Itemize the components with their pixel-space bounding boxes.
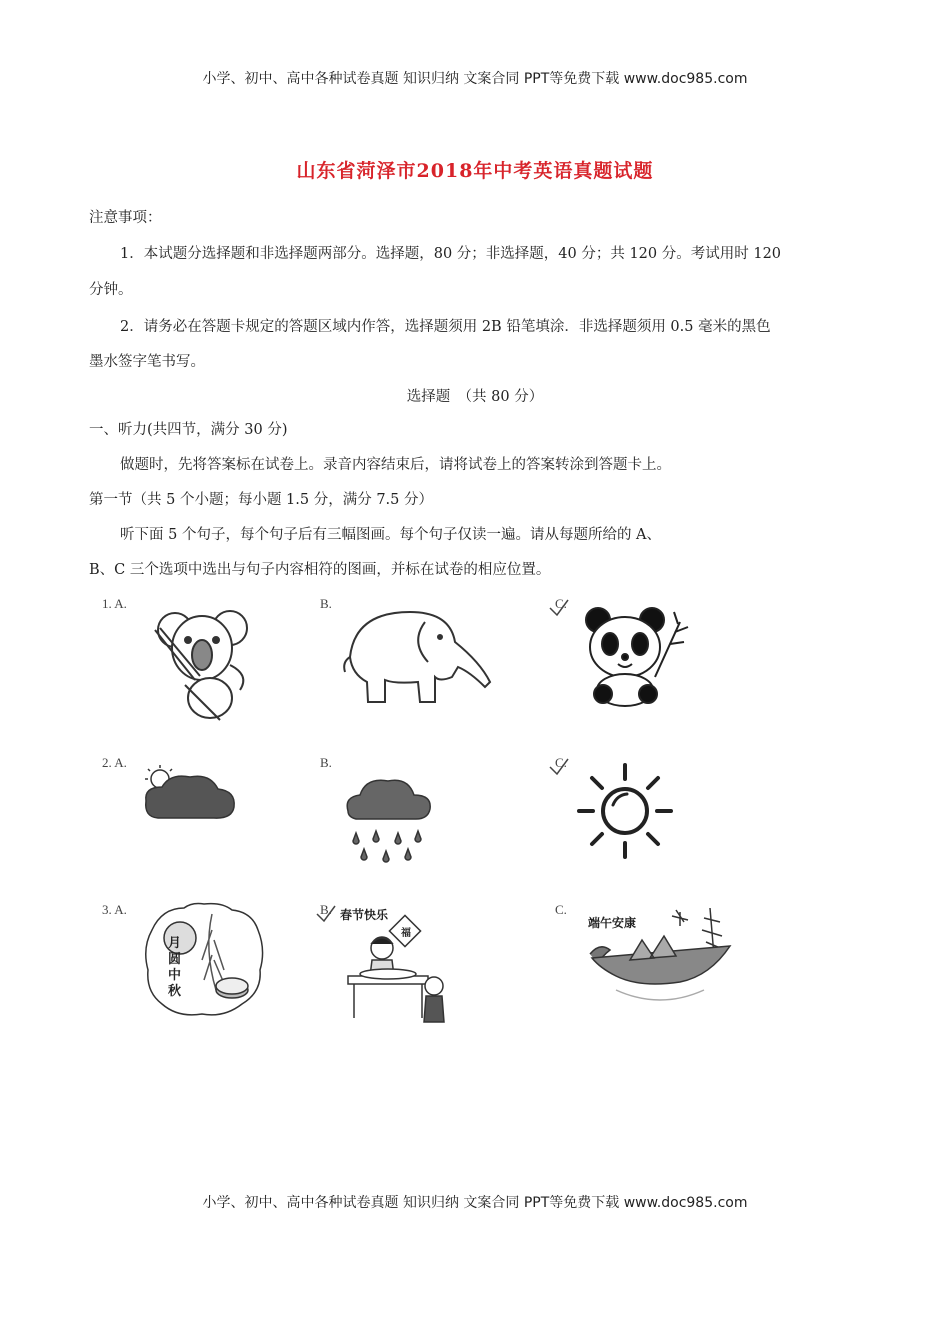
- section1-instruction-cont: B、C 三个选项中选出与句子内容相符的图画，并标在试卷的相应位置。: [89, 562, 551, 578]
- notice-item-1-cont: 分钟。: [89, 282, 133, 298]
- section1-heading: 第一节（共 5 个小题；每小题 1.5 分，满分 7.5 分）: [89, 492, 433, 508]
- fu-sign: 福: [401, 928, 411, 939]
- panda-icon[interactable]: [570, 602, 690, 708]
- spring-festival-text: 春节快乐: [340, 908, 389, 922]
- section1-instruction: 听下面 5 个句子，每个句子后有三幅图画。每个句子仅读一遍。请从每题所给的 A、: [120, 527, 662, 543]
- option-label: C.: [555, 596, 567, 611]
- spring-festival-icon[interactable]: [330, 906, 460, 1030]
- option-label: 1. A.: [102, 596, 127, 611]
- notice-heading: 注意事项：: [89, 210, 162, 226]
- option-label: C.: [555, 755, 567, 770]
- option-label: C.: [555, 902, 567, 917]
- option-label: 2. A.: [102, 755, 127, 770]
- elephant-icon[interactable]: [340, 602, 495, 714]
- sun-icon[interactable]: [575, 761, 675, 861]
- part1-heading: 一、听力(共四节，满分 30 分): [89, 422, 288, 438]
- option-label: B.: [320, 755, 332, 770]
- rain-icon[interactable]: [342, 773, 434, 865]
- koala-icon[interactable]: [140, 600, 260, 722]
- page-header: 小学、初中、高中各种试卷真题 知识归纳 文案合同 PPT等免费下载 www.doc985.com: [202, 71, 748, 87]
- cloudy-icon[interactable]: [140, 763, 240, 825]
- page-footer: 小学、初中、高中各种试卷真题 知识归纳 文案合同 PPT等免费下载 www.doc985.com: [202, 1195, 748, 1211]
- option-label: 3. A.: [102, 902, 127, 917]
- option-label: B.: [320, 902, 332, 917]
- part1-instruction: 做题时，先将答案标在试卷上。录音内容结束后，请将试卷上的答案转涂到答题卡上。: [120, 457, 671, 473]
- dragon-boat-icon[interactable]: [580, 906, 740, 1016]
- notice-item-2: 2．请务必在答题卡规定的答题区域内作答，选择题须用 2B 铅笔填涂．非选择题须用 0.5 毫米的黑色: [120, 319, 771, 335]
- mid-autumn-text: 月圆中秋: [168, 936, 182, 999]
- notice-item-1: 1．本试题分选择题和非选择题两部分。选择题，80 分；非选择题，40 分；共 120 分。考试用时 120: [120, 246, 782, 262]
- section-heading: 选择题 （共 80 分）: [406, 389, 544, 405]
- mid-autumn-icon[interactable]: [142, 900, 267, 1018]
- dragon-boat-text: 端午安康: [588, 916, 637, 930]
- option-label: B.: [320, 596, 332, 611]
- notice-item-2-cont: 墨水签字笔书写。: [89, 354, 205, 370]
- page-title: 山东省菏泽市2018年中考英语真题试题: [296, 160, 654, 182]
